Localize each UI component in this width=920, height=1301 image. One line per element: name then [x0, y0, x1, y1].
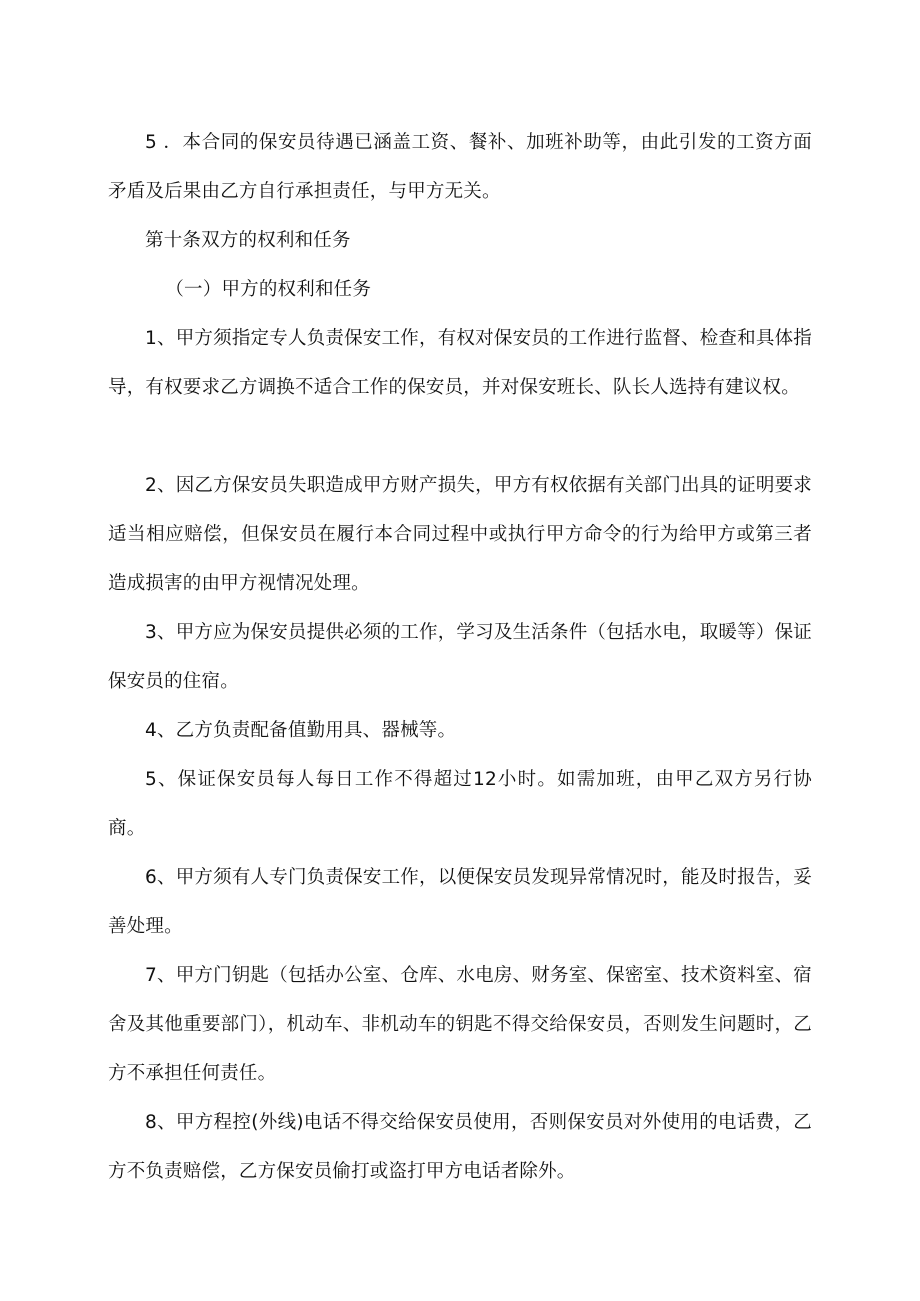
- paragraph-item-5-salary: 5 ．本合同的保安员待遇已涵盖工资、餐补、加班补助等，由此引发的工资方面矛盾及后果由乙方自行承担责任，与甲方无关。: [108, 132, 812, 202]
- paragraph-item-7: 7、甲方门钥匙（包括办公室、仓库、水电房、财务室、保密室、技术资料室、宿舍及其他重要部门），机动车、非机动车的钥匙不得交给保安员，否则发生问题时，乙方不承担任何责任。: [108, 965, 812, 1084]
- paragraph-item-2: 2、因乙方保安员失职造成甲方财产损失，甲方有权依据有关部门出具的证明要求适当相应赔偿，但保安员在履行本合同过程中或执行甲方命令的行为给甲方或第三者造成损害的由甲方视情况处理。: [108, 475, 812, 594]
- paragraph-item-5-hours: 5、保证保安员每人每日工作不得超过12小时。如需加班，由甲乙双方另行协商。: [108, 769, 812, 839]
- paragraph-item-6: 6、甲方须有人专门负责保安工作，以便保安员发现异常情况时，能及时报告，妥善处理。: [108, 867, 812, 937]
- paragraph-item-8: 8、甲方程控(外线)电话不得交给保安员使用，否则保安员对外使用的电话费，乙方不负责赔偿，乙方保安员偷打或盗打甲方电话者除外。: [108, 1112, 812, 1182]
- article-ten-heading: 第十条双方的权利和任务: [145, 230, 351, 251]
- paragraph-item-4: 4、乙方负责配备值勤用具、器械等。: [145, 720, 457, 741]
- section-party-a-heading: （一）甲方的权利和任务: [165, 279, 372, 300]
- paragraph-item-1: 1、甲方须指定专人负责保安工作，有权对保安员的工作进行监督、检查和具体指导，有权要求乙方调换不适合工作的保安员，并对保安班长、队长人选持有建议权。: [108, 328, 812, 398]
- paragraph-item-3: 3、甲方应为保安员提供必须的工作，学习及生活条件（包括水电，取暖等）保证保安员的住宿。: [108, 622, 812, 692]
